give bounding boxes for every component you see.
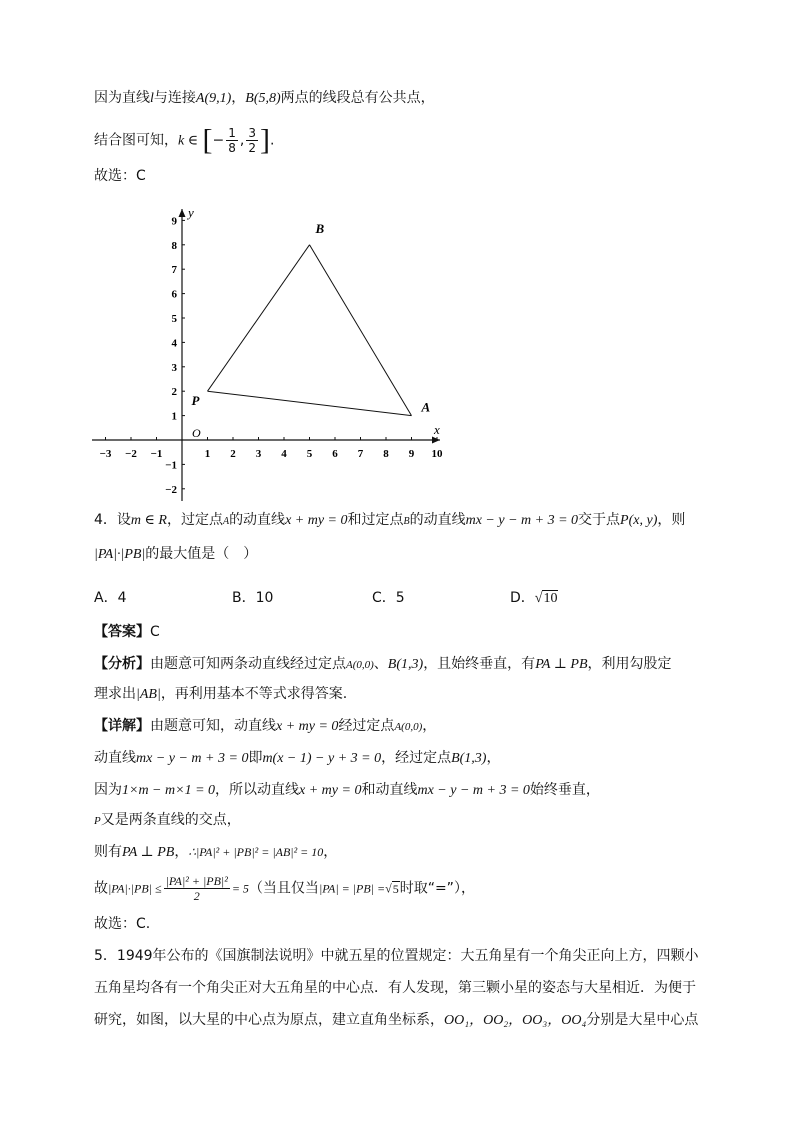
option-b[interactable]: B．10 [232, 590, 274, 606]
math: x + my = 0 [285, 513, 348, 528]
math: x + my = 0 [276, 719, 339, 734]
math: A(0,0) [394, 721, 423, 733]
point-labels [186, 205, 440, 440]
x-tick-label: 4 [281, 448, 287, 460]
math: mx − y − m + 3 = 0 [465, 513, 579, 528]
y-tick-label: 2 [171, 386, 177, 399]
math: OO₁，OO₂，OO₃，OO₄ [444, 1013, 587, 1028]
math: mx − y − m + 3 = 0 [136, 751, 249, 766]
x-tick-label: 2 [230, 448, 236, 460]
q5-line-1: 5．1949年公布的《国旗制法说明》中就五星的位置规定：大五角星有一个角尖正向上方，四颗小 [94, 948, 699, 964]
math: m ∈ R [130, 513, 167, 528]
y-tick-label: 1 [171, 410, 177, 423]
x-tick-label: 1 [204, 448, 211, 460]
text: 的最大值是（ ） [145, 546, 258, 562]
y-axis-arrow [179, 209, 186, 217]
detail-line-3 [94, 780, 600, 801]
answer-value: C [150, 624, 160, 640]
math: PA ⊥ PB [122, 845, 175, 860]
text: 和动直线 [361, 782, 418, 798]
x-tick-label: −1 [150, 448, 163, 460]
text: 研究，如图，以大星的中心点为原点，建立直角坐标系， [94, 1012, 444, 1028]
numerator: |PA|² + |PB|² [165, 874, 228, 888]
y-tick-label: 8 [171, 239, 177, 252]
text: ， [231, 90, 246, 106]
minus-sign: − [212, 132, 225, 149]
x-tick-label: 9 [408, 448, 415, 460]
math: B(1,3) [451, 751, 487, 766]
point-label-A: A [421, 399, 431, 415]
text: 的动直线 [409, 512, 466, 528]
option-a[interactable]: A．4 [94, 590, 127, 606]
math-k: k ∈ [178, 133, 199, 149]
text: 因为直线 [94, 90, 150, 106]
prev-line-3: 故选：C [94, 168, 146, 184]
text: 又是两条直线的交点， [100, 812, 241, 828]
x-tick-label: −3 [99, 448, 112, 460]
origin-label: O [192, 426, 201, 440]
text: 交于点 [578, 512, 621, 528]
y-tick-label: 6 [171, 288, 177, 301]
text: ，过定点 [166, 512, 223, 528]
math: = 5 [231, 881, 249, 896]
segment-BA [310, 245, 412, 416]
text: 的动直线 [229, 512, 286, 528]
text: 理求出 [94, 686, 136, 702]
math: |PA|·|PB| ≤ [108, 881, 162, 896]
fraction-3-2 [246, 126, 258, 155]
math: P(x, y) [620, 513, 658, 528]
y-tick-label: −2 [165, 483, 177, 496]
text: 结合图可知， [94, 132, 178, 149]
y-axis-label: y [188, 205, 194, 220]
text: ， [486, 750, 501, 766]
sqrt-radicand: 10 [543, 591, 558, 606]
denominator: 2 [193, 889, 200, 903]
text: 故 [94, 880, 108, 897]
denominator: 8 [228, 141, 236, 155]
x-tick-label: 8 [383, 448, 389, 460]
comma: , [239, 132, 245, 149]
x-tick-label: 10 [431, 448, 443, 460]
y-tick-label: −1 [165, 459, 177, 472]
prev-line-1 [94, 88, 435, 109]
math: A(0,0) [346, 659, 374, 671]
denominator: 2 [248, 141, 256, 155]
math: 1×m − m×1 = 0 [122, 783, 216, 798]
y-tick-label: 3 [171, 361, 177, 374]
text: ，则 [657, 512, 686, 528]
option-c[interactable]: C．5 [372, 590, 405, 606]
x-tick-label: 3 [255, 448, 262, 460]
option-d-prefix: D． [510, 590, 535, 606]
math: x + my = 0 [299, 783, 362, 798]
x-axis-arrow [432, 437, 440, 444]
text: ， [323, 844, 338, 860]
numerator: 3 [248, 126, 256, 140]
text: 时取“=”）， [399, 880, 475, 897]
y-tick-label: 5 [171, 313, 177, 325]
segment-AP [208, 391, 412, 415]
analysis-tag: 【分析】 [94, 656, 150, 672]
text: 始终垂直， [529, 782, 600, 798]
x-tick-label: 6 [332, 448, 338, 460]
math: |PA|·|PB| [94, 547, 146, 562]
math: ∴|PA|² + |PB|² = |AB|² = 10 [188, 845, 324, 859]
x-tick-label: 7 [357, 448, 364, 460]
text: ，经过定点 [381, 750, 452, 766]
text: 、 [373, 656, 388, 672]
coordinate-figure [88, 205, 458, 505]
y-tick-label: 7 [171, 264, 177, 277]
text: ， [422, 718, 437, 734]
text: 由题意可知两条动直线经过定点 [150, 656, 346, 672]
text: ，且始终垂直，有 [423, 656, 536, 672]
math: B [403, 516, 410, 527]
text: 即 [248, 750, 263, 766]
math-point-b: B(5,8) [245, 91, 281, 106]
math: |PA| = |PB| = [318, 881, 386, 896]
math: P [94, 815, 101, 827]
detail-line-5 [94, 842, 337, 863]
x-tick-label: 5 [306, 448, 313, 460]
period: . [270, 132, 275, 149]
q5-line-2: 五角星均各有一个角尖正对大五角星的中心点．有人发现，第三颗小星的姿态与大星相近．为便于 [94, 980, 696, 996]
text: 分别是大星中心点 [586, 1012, 699, 1028]
x-tick-label: −2 [125, 448, 137, 460]
text: ，所以动直线 [215, 782, 300, 798]
numerator: 1 [228, 126, 236, 140]
text: 两点的线段总有公共点， [280, 90, 435, 106]
math: mx − y − m + 3 = 0 [417, 783, 530, 798]
text: 则有 [94, 844, 122, 860]
y-tick-label: 9 [171, 215, 177, 228]
text: ，利用勾股定 [587, 656, 672, 672]
math: PA ⊥ PB [535, 657, 588, 672]
math: |AB| [136, 687, 161, 702]
detail-line-7: 故选：C. [94, 916, 151, 932]
detail-line-2 [94, 748, 500, 769]
triangle [208, 245, 412, 416]
text: 4．设 [94, 512, 131, 528]
analysis-line-1 [94, 654, 672, 675]
detail-line-1 [94, 716, 436, 737]
math: B(1,3) [387, 657, 424, 672]
text: 因为 [94, 782, 122, 798]
bracket-close: ] [260, 123, 270, 157]
text: 动直线 [94, 750, 136, 766]
text: 由题意可知，动直线 [150, 718, 276, 734]
text: ， [174, 844, 189, 860]
detail-line-6: 故|PA|·|PB| ≤ $\frac{\text{|PA|² + |PB|²}}{2}$ = 5（当且仅当|PA| = |PB| =√5时取“=”）， [94, 874, 475, 903]
q5-line-3 [94, 1010, 698, 1031]
sqrt-radicand: 5 [392, 881, 399, 896]
point-label-B: B [315, 220, 325, 236]
segment-PB [208, 245, 310, 391]
fraction [164, 874, 230, 903]
x-axis-label: x [434, 422, 440, 437]
math-l: l [150, 91, 154, 106]
text: 和过定点 [347, 512, 404, 528]
option-d[interactable]: D．√10 [510, 590, 558, 606]
text: 与连接 [153, 90, 196, 106]
text: ，再利用基本不等式求得答案. [160, 686, 348, 702]
answer-line [94, 622, 160, 642]
tick-labels [100, 215, 443, 495]
analysis-line-2 [94, 684, 347, 705]
point-label-P: P [191, 393, 200, 409]
math: m(x − 1) − y + 3 = 0 [262, 751, 382, 766]
y-tick-label: 4 [171, 337, 177, 350]
q4-stem-2 [94, 544, 257, 565]
prev-line-2 [94, 123, 275, 157]
bracket-open: [ [202, 123, 213, 157]
detail-tag: 【详解】 [94, 718, 150, 734]
fraction-1-8 [226, 126, 238, 155]
answer-tag: 【答案】 [94, 624, 150, 640]
detail-line-4 [94, 810, 241, 831]
math: A [222, 516, 230, 527]
q4-stem-1 [94, 510, 685, 532]
text: （当且仅当 [248, 880, 319, 897]
text: 经过定点 [338, 718, 395, 734]
math-point-a: A(9,1) [195, 91, 232, 106]
